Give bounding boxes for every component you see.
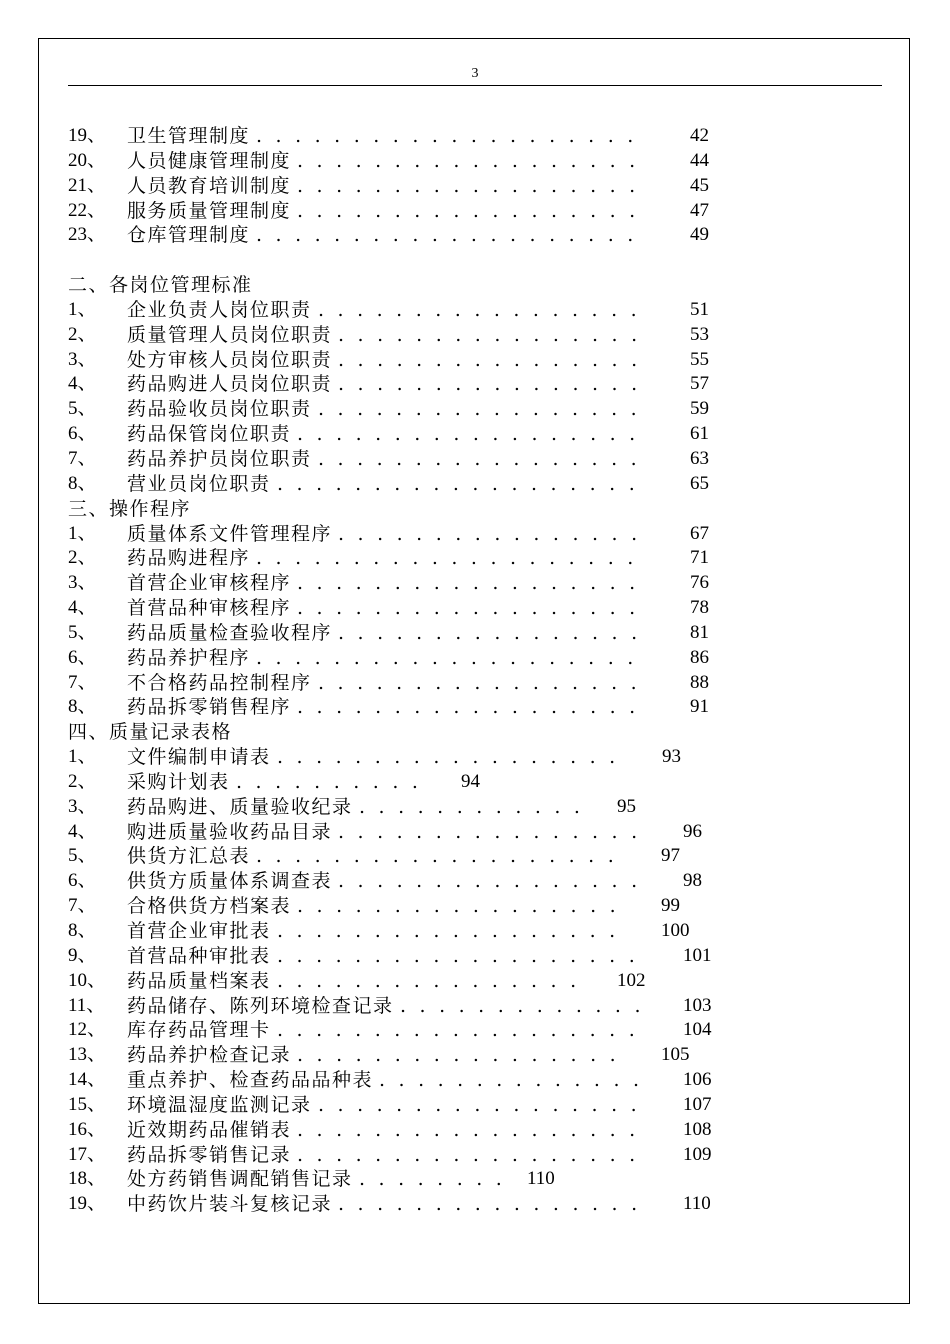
toc-entry-title: 药品养护程序: [127, 646, 251, 669]
toc-entry: [68, 1093, 748, 1118]
toc-entry-title: 仓库管理制度: [127, 224, 251, 247]
toc-entry-number: 10、: [68, 969, 107, 991]
toc-entry-title: 药品购进、质量验收纪录: [127, 795, 353, 818]
toc-entry-page: 63: [690, 447, 709, 469]
dot-leader: ..................: [297, 174, 649, 197]
toc-entry-page: 95: [617, 795, 636, 817]
toc-entry-title: 服务质量管理制度: [127, 199, 292, 222]
dot-leader: .................: [297, 895, 630, 918]
toc-entry-number: 3、: [68, 572, 97, 594]
toc-entry-number: 15、: [68, 1093, 107, 1115]
toc-entry: [68, 795, 748, 820]
blank-line: [68, 248, 748, 273]
toc-entry-number: 3、: [68, 348, 97, 370]
dot-leader: ................: [338, 621, 651, 644]
toc-entry-number: 4、: [68, 597, 97, 619]
section-heading: [68, 497, 748, 522]
toc-entry-title: 药品储存、陈列环境检查记录: [127, 994, 394, 1017]
toc-entry: [68, 149, 748, 174]
dot-leader: ....................: [256, 224, 647, 247]
toc-entry: [68, 671, 748, 696]
table-of-contents: [68, 124, 748, 1217]
dot-leader: ...................: [256, 845, 628, 868]
toc-entry: [68, 1043, 748, 1068]
toc-entry-title: 药品养护员岗位职责: [127, 447, 312, 470]
toc-entry-title: 处方药销售调配销售记录: [127, 1168, 353, 1191]
dot-leader: ..................: [297, 696, 649, 719]
toc-entry: [68, 372, 748, 397]
toc-entry-page: 97: [661, 845, 680, 867]
toc-entry-number: 1、: [68, 298, 97, 320]
toc-entry-number: 6、: [68, 646, 97, 668]
toc-entry-title: 合格供货方档案表: [127, 895, 292, 918]
toc-entry-page: 49: [690, 224, 709, 246]
toc-entry-title: 药品质量检查验收程序: [127, 621, 333, 644]
toc-entry-title: 企业负责人岗位职责: [127, 298, 312, 321]
toc-entry-title: 药品验收员岗位职责: [127, 398, 312, 421]
toc-entry-page: 109: [683, 1143, 712, 1165]
toc-entry: [68, 869, 748, 894]
toc-entry-title: 处方审核人员岗位职责: [127, 348, 333, 371]
dot-leader: ...................: [277, 944, 649, 967]
toc-entry-title: 药品养护检查记录: [127, 1044, 292, 1067]
toc-entry-title: 首营品种审批表: [127, 944, 271, 967]
toc-entry: [68, 646, 748, 671]
toc-entry: [68, 522, 748, 547]
toc-entry-title: 中药饮片装斗复核记录: [127, 1193, 333, 1216]
dot-leader: ........: [359, 1168, 516, 1191]
dot-leader: ....................: [256, 646, 647, 669]
toc-entry-page: 67: [690, 522, 709, 544]
toc-entry-page: 105: [661, 1044, 690, 1066]
toc-entry-number: 23、: [68, 224, 107, 246]
toc-entry-page: 99: [661, 895, 680, 917]
toc-entry-page: 88: [690, 671, 709, 693]
dot-leader: .................: [318, 671, 651, 694]
toc-entry: [68, 596, 748, 621]
toc-entry-page: 59: [690, 398, 709, 420]
toc-entry-title: 首营企业审批表: [127, 920, 271, 942]
toc-entry-page: 91: [690, 696, 709, 718]
dot-leader: ................: [338, 373, 651, 396]
toc-entry-page: 93: [662, 746, 681, 768]
dot-leader: ..................: [297, 149, 649, 172]
toc-entry-title: 卫生管理制度: [127, 125, 251, 147]
toc-entry-page: 86: [690, 646, 709, 668]
dot-leader: ...................: [277, 472, 649, 495]
toc-entry-page: 76: [690, 572, 709, 594]
toc-entry-page: 110: [527, 1168, 555, 1190]
toc-entry: [68, 844, 748, 869]
toc-entry-title: 首营企业审核程序: [127, 572, 292, 595]
toc-entry-page: 100: [661, 920, 690, 941]
toc-entry-number: 20、: [68, 149, 107, 171]
toc-entry-number: 13、: [68, 1044, 107, 1066]
toc-entry-number: 12、: [68, 1019, 107, 1041]
dot-leader: ................: [338, 870, 651, 893]
toc-entry-number: 5、: [68, 845, 97, 867]
toc-entry-number: 9、: [68, 944, 97, 966]
dot-leader: ................: [338, 323, 651, 346]
toc-entry-title: 近效期药品催销表: [127, 1118, 292, 1141]
toc-entry: [68, 199, 748, 224]
toc-entry-title: 供货方汇总表: [127, 845, 251, 868]
toc-entry-page: 78: [690, 597, 709, 619]
toc-entry-title: 药品拆零销售记录: [127, 1143, 292, 1166]
toc-entry-title: 重点养护、检查药品品种表: [127, 1069, 374, 1092]
dot-leader: .................: [318, 398, 651, 421]
toc-entry-title: 人员健康管理制度: [127, 149, 292, 172]
dot-leader: .............: [400, 994, 655, 1017]
toc-entry: [68, 422, 748, 447]
toc-entry-number: 11、: [68, 994, 106, 1016]
toc-entry-page: 51: [690, 298, 709, 320]
toc-entry-page: 55: [690, 348, 709, 370]
toc-entry-number: 14、: [68, 1069, 107, 1091]
toc-entry: [68, 969, 748, 994]
dot-leader: ..................: [297, 597, 649, 620]
toc-entry: [68, 695, 748, 720]
toc-entry-page: 102: [617, 969, 646, 991]
toc-entry-title: 质量体系文件管理程序: [127, 522, 333, 545]
toc-entry-page: 101: [683, 944, 712, 966]
toc-entry-page: 45: [690, 174, 709, 196]
dot-leader: .................: [318, 1093, 651, 1116]
toc-entry: [68, 546, 748, 571]
toc-entry-title: 首营品种审核程序: [127, 597, 292, 620]
toc-entry-title: 人员教育培训制度: [127, 174, 292, 197]
dot-leader: .................: [297, 1044, 630, 1067]
toc-entry: [68, 1068, 748, 1093]
dot-leader: ................: [338, 820, 651, 843]
toc-entry-number: 22、: [68, 199, 107, 221]
toc-entry: [68, 397, 748, 422]
toc-entry: [68, 571, 748, 596]
toc-entry-page: 96: [683, 820, 702, 842]
dot-leader: ................: [338, 348, 651, 371]
toc-entry: [68, 447, 748, 472]
toc-entry: [68, 1167, 748, 1192]
header-rule: [68, 85, 882, 86]
dot-leader: .................: [318, 447, 651, 470]
toc-entry-title: 供货方质量体系调查表: [127, 870, 333, 893]
toc-entry-title: 营业员岗位职责: [127, 472, 271, 495]
toc-entry-title: 质量管理人员岗位职责: [127, 323, 333, 346]
toc-entry-number: 4、: [68, 373, 97, 395]
toc-entry-number: 19、: [68, 125, 107, 146]
dot-leader: ..........: [236, 770, 432, 793]
toc-entry-title: 文件编制申请表: [127, 746, 271, 769]
toc-entry-title: 药品购进人员岗位职责: [127, 373, 333, 396]
toc-entry-number: 4、: [68, 820, 97, 842]
toc-entry-number: 21、: [68, 174, 107, 196]
section-heading: [68, 720, 748, 745]
dot-leader: ..................: [297, 423, 649, 446]
toc-entry-number: 2、: [68, 770, 97, 792]
toc-entry-page: 98: [683, 870, 702, 892]
dot-leader: ..................: [277, 746, 629, 769]
toc-entry-title: 库存药品管理卡: [127, 1019, 271, 1042]
toc-entry-page: 53: [690, 323, 709, 345]
toc-entry-number: 2、: [68, 323, 97, 345]
toc-entry-page: 81: [690, 621, 709, 643]
toc-entry-page: 57: [690, 373, 709, 395]
toc-entry: [68, 472, 748, 497]
toc-entry-number: 18、: [68, 1168, 107, 1190]
toc-entry: [68, 894, 748, 919]
section-heading-text: 二、各岗位管理标准: [68, 274, 253, 297]
toc-entry-number: 19、: [68, 1193, 107, 1215]
toc-entry-page: 47: [690, 199, 709, 221]
toc-entry-number: 7、: [68, 671, 97, 693]
toc-entry: [68, 1018, 748, 1043]
toc-entry-number: 7、: [68, 895, 97, 917]
toc-entry: [68, 770, 748, 795]
toc-entry: [68, 820, 748, 845]
toc-entry: [68, 745, 748, 770]
toc-entry-title: 药品质量档案表: [127, 969, 271, 992]
dot-leader: ................: [277, 969, 590, 992]
toc-entry-page: 103: [683, 994, 712, 1016]
toc-entry-page: 42: [690, 125, 709, 146]
toc-entry-title: 环境温湿度监测记录: [127, 1093, 312, 1116]
toc-entry-title: 药品保管岗位职责: [127, 423, 292, 446]
toc-entry-number: 5、: [68, 621, 97, 643]
dot-leader: ..................: [297, 1143, 649, 1166]
dot-leader: ..................: [277, 920, 629, 942]
toc-entry-number: 8、: [68, 696, 97, 718]
toc-entry-title: 购进质量验收药品目录: [127, 820, 333, 843]
toc-entry-number: 16、: [68, 1118, 107, 1140]
section-heading-text: 四、质量记录表格: [68, 721, 233, 744]
dot-leader: ...................: [277, 1019, 649, 1042]
toc-entry: [68, 621, 748, 646]
toc-entry-page: 106: [683, 1069, 712, 1091]
section-heading-text: 三、操作程序: [68, 497, 192, 520]
dot-leader: ....................: [256, 125, 647, 147]
toc-entry-title: 药品拆零销售程序: [127, 696, 292, 719]
toc-entry-number: 6、: [68, 870, 97, 892]
toc-entry: [68, 1118, 748, 1143]
toc-entry-page: 108: [683, 1118, 712, 1140]
toc-entry: [68, 223, 748, 248]
toc-entry-page: 44: [690, 149, 709, 171]
toc-entry: [68, 944, 748, 969]
toc-entry-page: 65: [690, 472, 709, 494]
dot-leader: ..................: [297, 199, 649, 222]
toc-entry-title: 不合格药品控制程序: [127, 671, 312, 694]
toc-entry-title: 药品购进程序: [127, 547, 251, 570]
toc-entry: [68, 298, 748, 323]
toc-entry-number: 2、: [68, 547, 97, 569]
toc-entry-page: 61: [690, 423, 709, 445]
toc-entry-number: 6、: [68, 423, 97, 445]
toc-entry-page: 110: [683, 1193, 711, 1215]
toc-entry: [68, 1143, 748, 1168]
dot-leader: ..................: [297, 572, 649, 595]
toc-entry-page: 107: [683, 1093, 712, 1115]
dot-leader: ..................: [297, 1118, 649, 1141]
dot-leader: .................: [318, 298, 651, 321]
dot-leader: ..............: [379, 1069, 653, 1092]
toc-entry: [68, 919, 748, 944]
toc-entry-number: 8、: [68, 472, 97, 494]
toc-entry: [68, 348, 748, 373]
toc-entry-number: 8、: [68, 920, 97, 941]
toc-entry-page: 104: [683, 1019, 712, 1041]
toc-entry-page: 71: [690, 547, 709, 569]
page-number: 3: [471, 66, 479, 81]
toc-entry-title: 采购计划表: [127, 770, 230, 793]
toc-entry-number: 7、: [68, 447, 97, 469]
toc-entry: [68, 994, 748, 1019]
toc-entry-number: 1、: [68, 522, 97, 544]
toc-entry: [68, 323, 748, 348]
toc-entry: [68, 1192, 748, 1217]
toc-entry: [68, 174, 748, 199]
toc-entry-number: 1、: [68, 746, 97, 768]
dot-leader: ................: [338, 522, 651, 545]
dot-leader: ............: [359, 795, 594, 818]
dot-leader: ................: [338, 1193, 651, 1216]
dot-leader: ....................: [256, 547, 647, 570]
section-heading: [68, 273, 748, 298]
toc-entry-page: 94: [461, 770, 480, 792]
toc-entry: [68, 124, 748, 149]
toc-entry-number: 17、: [68, 1143, 107, 1165]
toc-entry-number: 5、: [68, 398, 97, 420]
toc-entry-number: 3、: [68, 795, 97, 817]
